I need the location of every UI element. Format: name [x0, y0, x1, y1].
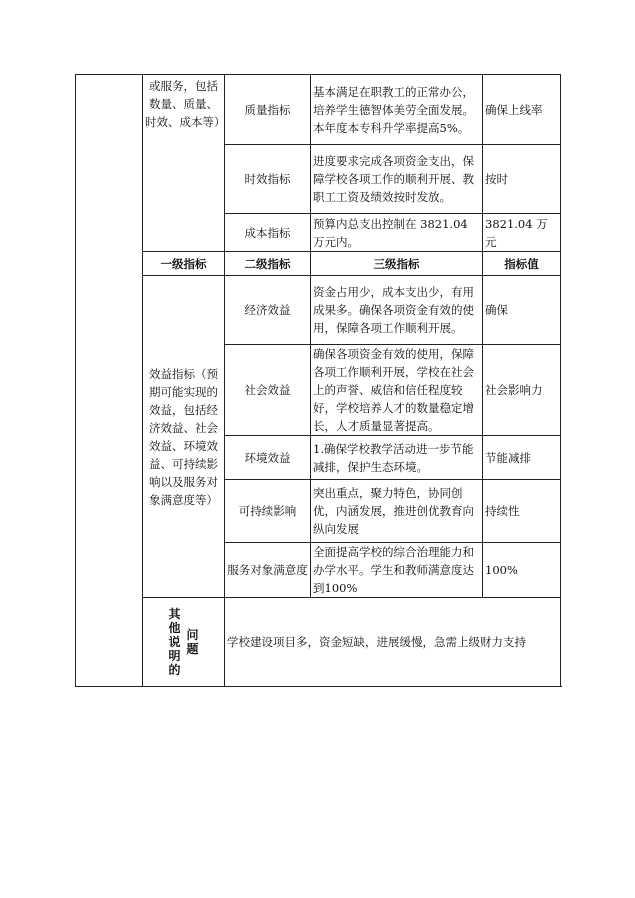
tertiary-indicator: 预算内总支出控制在 3821.04 万元内。	[311, 214, 483, 252]
secondary-indicator: 经济效益	[225, 276, 311, 345]
secondary-indicator: 时效指标	[225, 145, 311, 214]
secondary-indicator: 成本指标	[225, 214, 311, 252]
notes-label-cell	[143, 598, 225, 687]
header-level2: 二级指标	[225, 252, 311, 276]
indicator-value: 社会影响力	[483, 345, 561, 436]
notes-label-col1: 其他说明的	[168, 607, 181, 677]
tertiary-indicator: 基本满足在职教工的正常办公，培养学生德智体美劳全面发展。本年度本专科升学率提高5%。	[311, 75, 483, 145]
notes-text: 学校建设项目多，资金短缺，进展缓慢，急需上级财力支持	[225, 598, 561, 687]
tertiary-indicator: 全面提高学校的综合治理能力和办学水平。学生和教师满意度达到100%	[311, 543, 483, 598]
notes-label-col2: 问题	[186, 628, 199, 656]
header-row	[76, 252, 561, 276]
header-level1: 一级指标	[143, 252, 225, 276]
secondary-indicator: 服务对象满意度	[225, 543, 311, 598]
benefit-category-cell: 效益指标（预期可能实现的效益，包括经济效益、社会效益、环境效益、可持续影响以及服务对象满意度等）	[143, 276, 225, 598]
indicator-value: 按时	[483, 145, 561, 214]
secondary-indicator: 质量指标	[225, 75, 311, 145]
left-blank-cell	[76, 75, 143, 687]
tertiary-indicator: 进度要求完成各项资金支出，保障学校各项工作的顺利开展、教职工工资及绩效按时发放。	[311, 145, 483, 214]
indicator-value: 100%	[483, 543, 561, 598]
indicator-table	[75, 74, 561, 687]
tertiary-indicator: 突出重点，聚力特色，协同创优，内涵发展，推进创优教育向纵向发展	[311, 480, 483, 543]
indicator-value: 3821.04 万元	[483, 214, 561, 252]
secondary-indicator: 环境效益	[225, 436, 311, 480]
tertiary-indicator: 资金占用少，成本支出少，有用成果多。确保各项资金有效的使用，保障各项工作顺利开展。	[311, 276, 483, 345]
indicator-value: 确保	[483, 276, 561, 345]
table-row	[76, 75, 561, 145]
table-row	[76, 276, 561, 345]
tertiary-indicator: 1.确保学校教学活动进一步节能减排，保护生态环境。	[311, 436, 483, 480]
indicator-value: 确保上线率	[483, 75, 561, 145]
indicator-value: 持续性	[483, 480, 561, 543]
secondary-indicator: 社会效益	[225, 345, 311, 436]
header-value: 指标值	[483, 252, 561, 276]
indicator-value: 节能减排	[483, 436, 561, 480]
notes-row	[76, 598, 561, 687]
output-category-cell: 或服务，包括数量、质量、时效、成本等）	[143, 75, 225, 252]
secondary-indicator: 可持续影响	[225, 480, 311, 543]
header-level3: 三级指标	[311, 252, 483, 276]
tertiary-indicator: 确保各项资金有效的使用，保障各项工作顺利开展，学校在社会上的声誉、威信和信任程度较好，学校培养人才的数量稳定增长，人才质量显著提高。	[311, 345, 483, 436]
